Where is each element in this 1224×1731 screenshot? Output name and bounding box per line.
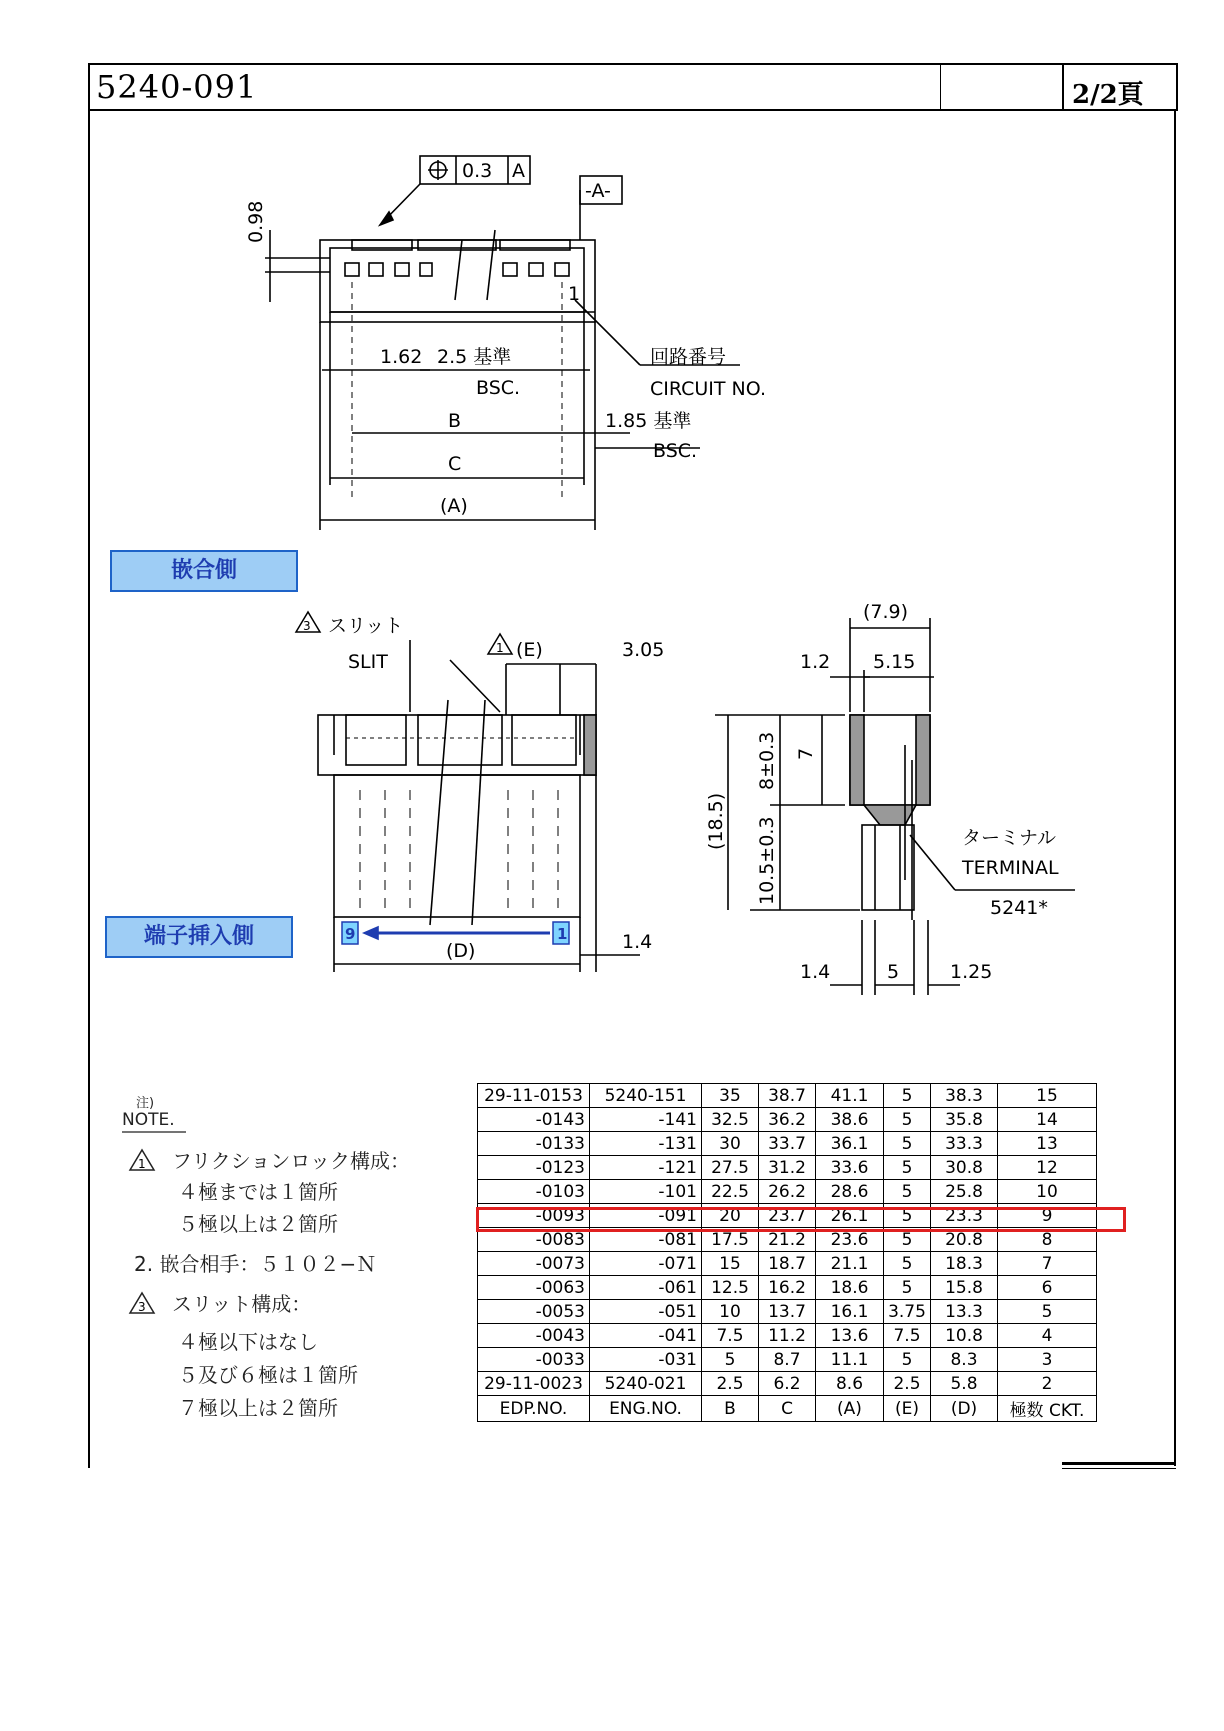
note-1-title: フリクションロック構成： — [172, 1149, 410, 1173]
table-cell: 38.6 — [816, 1108, 884, 1132]
table-row — [478, 1084, 1097, 1108]
table-cell: 10 — [702, 1300, 759, 1324]
table-cell: 5240-021 — [590, 1372, 702, 1396]
table-cell: 25.8 — [931, 1180, 998, 1204]
table-row — [478, 1372, 1097, 1396]
note-3-line-2: ５及び６極は１箇所 — [178, 1363, 358, 1387]
table-cell: 35.8 — [931, 1108, 998, 1132]
slit-jp: スリット — [328, 615, 404, 637]
table-cell: 33.3 — [931, 1132, 998, 1156]
table-cell: 5 — [884, 1252, 931, 1276]
table-cell: 26.2 — [759, 1180, 816, 1204]
table-header-cell: 極数 CKT. — [998, 1396, 1097, 1422]
table-cell: -0093 — [478, 1204, 590, 1228]
slit-note-marker — [296, 612, 320, 633]
table-cell: 8.3 — [931, 1348, 998, 1372]
table-cell: -0043 — [478, 1324, 590, 1348]
table-cell: 23.7 — [759, 1204, 816, 1228]
table-cell: 22.5 — [702, 1180, 759, 1204]
table-cell: 11.2 — [759, 1324, 816, 1348]
dim-14b: 1.4 — [800, 961, 831, 983]
dim-162: 1.62 — [380, 346, 423, 368]
circuit-marker-1: 1 — [557, 925, 568, 943]
e-note-marker — [488, 634, 512, 655]
circuit-en: CIRCUIT NO. — [650, 378, 766, 400]
table-cell: 12 — [998, 1156, 1097, 1180]
table-row — [478, 1348, 1097, 1372]
dim-185-vertical: (18.5) — [705, 792, 727, 850]
table-cell: -101 — [590, 1180, 702, 1204]
dim-125: 1.25 — [950, 961, 993, 983]
table-cell: 6 — [998, 1276, 1097, 1300]
table-row — [478, 1276, 1097, 1300]
table-cell: 33.7 — [759, 1132, 816, 1156]
svg-text:3: 3 — [303, 619, 311, 633]
note-heading-en: NOTE. — [122, 1110, 175, 1130]
dim-185: 1.85 基準 — [605, 410, 692, 432]
table-cell: 13.6 — [816, 1324, 884, 1348]
note-1-line-1: ４極までは１箇所 — [178, 1180, 338, 1204]
table-cell: 32.5 — [702, 1108, 759, 1132]
table-cell: -0123 — [478, 1156, 590, 1180]
table-row — [478, 1180, 1097, 1204]
table-cell: 5 — [998, 1300, 1097, 1324]
dim-79: (7.9) — [863, 601, 909, 623]
dim-185-bsc: BSC. — [653, 440, 698, 462]
circuit-one: 1 — [568, 283, 581, 305]
table-cell: 31.2 — [759, 1156, 816, 1180]
table-cell: 13.7 — [759, 1300, 816, 1324]
table-cell: 20.8 — [931, 1228, 998, 1252]
table-cell: 20 — [702, 1204, 759, 1228]
terminal-en: TERMINAL — [962, 857, 1059, 879]
table-cell: 8 — [998, 1228, 1097, 1252]
table-header-cell: ENG.NO. — [590, 1396, 702, 1422]
dim-8: 8±0.3 — [756, 731, 778, 790]
dim-105: 10.5±0.3 — [756, 816, 778, 905]
table-header-cell: (A) — [816, 1396, 884, 1422]
table-cell: 16.1 — [816, 1300, 884, 1324]
table-cell: -121 — [590, 1156, 702, 1180]
circuit-jp: 回路番号 — [650, 346, 727, 368]
page-number: 2/2頁 — [1072, 80, 1144, 110]
table-cell: 14 — [998, 1108, 1097, 1132]
table-cell: -051 — [590, 1300, 702, 1324]
table-cell: 4 — [998, 1324, 1097, 1348]
table-cell: 18.6 — [816, 1276, 884, 1300]
table-row — [478, 1300, 1097, 1324]
table-cell: 15.8 — [931, 1276, 998, 1300]
table-cell: -061 — [590, 1276, 702, 1300]
tolerance-datum: A — [512, 160, 525, 182]
table-cell: 10 — [998, 1180, 1097, 1204]
dim-5: 5 — [887, 961, 900, 983]
table-cell: 36.2 — [759, 1108, 816, 1132]
dimension-table — [477, 1083, 1097, 1422]
table-cell: 30 — [702, 1132, 759, 1156]
table-cell: -031 — [590, 1348, 702, 1372]
table-cell: 15 — [998, 1084, 1097, 1108]
terminal-jp: ターミナル — [962, 827, 1057, 849]
table-header-cell: C — [759, 1396, 816, 1422]
table-cell: -081 — [590, 1228, 702, 1252]
table-header-row — [478, 1396, 1097, 1422]
table-cell: 23.3 — [931, 1204, 998, 1228]
table-cell: -0073 — [478, 1252, 590, 1276]
dim-098: 0.98 — [245, 200, 267, 243]
table-cell: 38.7 — [759, 1084, 816, 1108]
table-cell: 5240-151 — [590, 1084, 702, 1108]
table-cell: 5 — [702, 1348, 759, 1372]
table-cell: 5 — [884, 1132, 931, 1156]
table-cell: 13.3 — [931, 1300, 998, 1324]
table-cell: 29-11-0023 — [478, 1372, 590, 1396]
table-cell: 21.1 — [816, 1252, 884, 1276]
table-cell: 5 — [884, 1276, 931, 1300]
table-cell: 18.3 — [931, 1252, 998, 1276]
table-cell: -041 — [590, 1324, 702, 1348]
table-cell: -091 — [590, 1204, 702, 1228]
table-cell: 5.8 — [931, 1372, 998, 1396]
part-number: 5240-091 — [96, 68, 258, 106]
dim-e: (E) — [516, 639, 543, 661]
svg-text:1: 1 — [496, 641, 504, 655]
front-view-upper — [318, 715, 596, 775]
table-cell: 5 — [884, 1228, 931, 1252]
table-cell: 7 — [998, 1252, 1097, 1276]
note-2: 2. 嵌合相手：５１０２−Ｎ — [134, 1252, 377, 1276]
table-cell: -131 — [590, 1132, 702, 1156]
table-cell: 3 — [998, 1348, 1097, 1372]
datum-label: -A- — [585, 180, 611, 202]
table-cell: 33.6 — [816, 1156, 884, 1180]
pitch-bsc: BSC. — [476, 377, 521, 399]
table-row — [478, 1252, 1097, 1276]
table-cell: 18.7 — [759, 1252, 816, 1276]
note-3-title: スリット構成： — [172, 1292, 312, 1316]
table-row — [478, 1132, 1097, 1156]
highlighted-row-outline — [476, 1207, 1126, 1232]
table-cell: 2.5 — [884, 1372, 931, 1396]
mating-side-label: 嵌合側 — [110, 550, 298, 592]
note-1-line-2: ５極以上は２箇所 — [178, 1212, 338, 1236]
table-cell: 5 — [884, 1156, 931, 1180]
table-cell: 29-11-0153 — [478, 1084, 590, 1108]
table-cell: 23.6 — [816, 1228, 884, 1252]
table-header-cell: (E) — [884, 1396, 931, 1422]
table-cell: 8.6 — [816, 1372, 884, 1396]
table-cell: 5 — [884, 1204, 931, 1228]
table-cell: 6.2 — [759, 1372, 816, 1396]
table-cell: 28.6 — [816, 1180, 884, 1204]
table-header-cell: (D) — [931, 1396, 998, 1422]
table-cell: -0103 — [478, 1180, 590, 1204]
slit-en: SLIT — [348, 651, 388, 673]
table-cell: 41.1 — [816, 1084, 884, 1108]
table-cell: 2 — [998, 1372, 1097, 1396]
dim-d: (D) — [446, 940, 476, 962]
terminal-insertion-side-label: 端子挿入側 — [105, 916, 293, 958]
table-cell: 10.8 — [931, 1324, 998, 1348]
table-cell: -0063 — [478, 1276, 590, 1300]
dim-a: (A) — [440, 495, 468, 517]
note-3-line-3: ７極以上は２箇所 — [178, 1396, 338, 1420]
pitch-label: 2.5 基準 — [437, 346, 512, 368]
table-cell: -071 — [590, 1252, 702, 1276]
front-view-lower — [334, 775, 580, 917]
dim-7: 7 — [795, 747, 817, 760]
table-cell: 5 — [884, 1348, 931, 1372]
dim-b: B — [448, 410, 462, 432]
note-3-marker — [130, 1293, 154, 1314]
table-cell: 5 — [884, 1084, 931, 1108]
table-cell: 7.5 — [884, 1324, 931, 1348]
svg-text:1: 1 — [138, 1157, 146, 1171]
table-row — [478, 1156, 1097, 1180]
table-header-cell: EDP.NO. — [478, 1396, 590, 1422]
table-cell: 38.3 — [931, 1084, 998, 1108]
table-cell: 30.8 — [931, 1156, 998, 1180]
table-cell: 12.5 — [702, 1276, 759, 1300]
table-cell: -141 — [590, 1108, 702, 1132]
table-cell: 17.5 — [702, 1228, 759, 1252]
dim-14: 1.4 — [622, 931, 653, 953]
terminal-number: 5241* — [990, 897, 1048, 919]
table-cell: 26.1 — [816, 1204, 884, 1228]
note-1-marker — [130, 1150, 154, 1171]
table-cell: 8.7 — [759, 1348, 816, 1372]
note-heading-jp: 注) — [136, 1096, 155, 1111]
table-cell: 15 — [702, 1252, 759, 1276]
circuit-marker-9: 9 — [345, 925, 356, 943]
table-cell: 13 — [998, 1132, 1097, 1156]
table-cell: 5 — [884, 1108, 931, 1132]
table-cell: 5 — [884, 1180, 931, 1204]
table-cell: 35 — [702, 1084, 759, 1108]
dim-12: 1.2 — [800, 651, 831, 673]
table-cell: 36.1 — [816, 1132, 884, 1156]
table-row — [478, 1108, 1097, 1132]
dim-305: 3.05 — [622, 639, 665, 661]
table-header-cell: B — [702, 1396, 759, 1422]
table-cell: -0133 — [478, 1132, 590, 1156]
table-cell: 11.1 — [816, 1348, 884, 1372]
table-cell: 3.75 — [884, 1300, 931, 1324]
table-cell: 16.2 — [759, 1276, 816, 1300]
table-cell: 21.2 — [759, 1228, 816, 1252]
svg-text:3: 3 — [138, 1300, 146, 1314]
table-cell: 27.5 — [702, 1156, 759, 1180]
note-3-line-1: ４極以下はなし — [178, 1330, 318, 1354]
table-cell: -0143 — [478, 1108, 590, 1132]
table-cell: 2.5 — [702, 1372, 759, 1396]
dim-c: C — [448, 453, 462, 475]
table-row — [478, 1324, 1097, 1348]
dim-515: 5.15 — [873, 651, 916, 673]
table-cell: 9 — [998, 1204, 1097, 1228]
table-cell: -0033 — [478, 1348, 590, 1372]
tolerance-value: 0.3 — [462, 160, 493, 182]
table-cell: 7.5 — [702, 1324, 759, 1348]
table-cell: -0053 — [478, 1300, 590, 1324]
table-cell: -0083 — [478, 1228, 590, 1252]
